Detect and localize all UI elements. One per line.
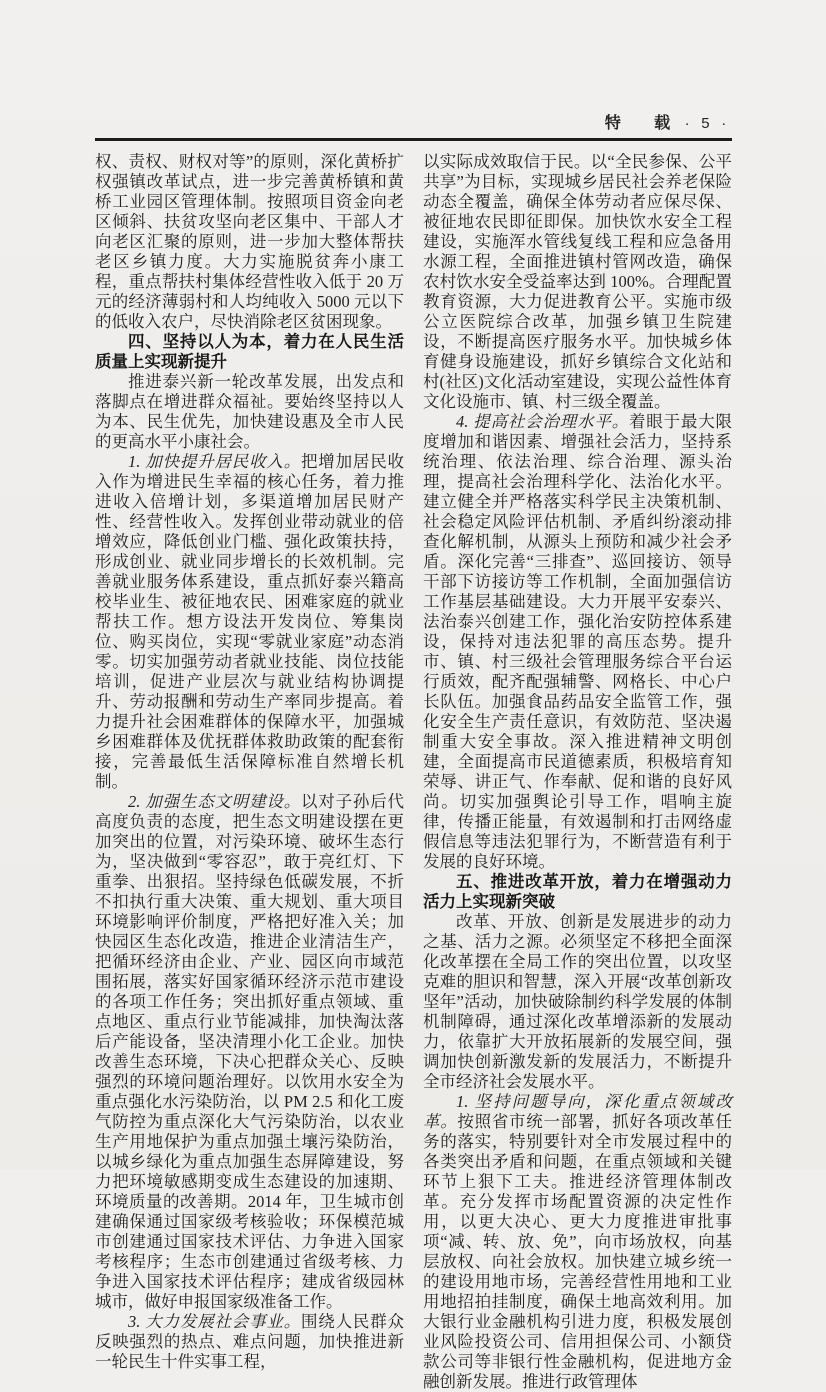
- body-paragraph: [423, 1092, 732, 1392]
- numbered-item-lead: 2. 加强生态文明建设。: [128, 792, 301, 811]
- text-run: 按照省市统一部署，抓好各项改革任务的落实，特别要针对全市发展过程中的各类突出矛盾和问题，在重点领域和关键环节上狠下工夫。推进经济管理体制改革。充分发挥市场配置资源的决定性作用，以更大决心、更大力度推进审批事项“减、转、放、免”，向市场放权，向基层放权、向社会放权。加快建立城乡统一的建设用地市场，完善经营性用地和工业用地招拍挂制度，确保土地高效利用。加大银行业金融机构引进力度，积极发展创业风险投资公司、信用担保公司、小额贷款公司等非银行性金融机构，促进地方金融创新发展。推进行政管理体: [423, 1112, 733, 1391]
- numbered-item-lead: 3. 大力发展社会事业。: [128, 1312, 301, 1331]
- body-paragraph: [95, 152, 404, 332]
- text-run: 把增加居民收入作为增进民生幸福的核心任务，着力推进收入倍增计划，多渠道增加居民财产性、经营性收入。发挥创业带动就业的倍增效应，降低创业门槛、强化政策扶持，形成创业、就业同步增长的长效机制。完善就业服务体系建设，重点抓好泰兴籍高校毕业生、被征地农民、困难家庭的就业帮扶工作。想方设法开发岗位、筹集岗位、购买岗位，实现“零就业家庭”动态消零。切实加强劳动者就业技能、岗位技能培训，促进产业层次与就业结构协调提升、劳动报酬和劳动生产率同步提高。着力提升社会困难群体的保障水平，加强城乡困难群体及优抚群体救助政策的配套衔接，完善最低生活保障标准自然增长机制。: [95, 452, 405, 791]
- header-divider-rule: [95, 138, 732, 141]
- text-run: 围绕人民群众反映强烈的热点、难点问题，加快推进新一轮民生十件实事工程，: [95, 1312, 405, 1371]
- section-heading: [423, 872, 732, 912]
- page-header: [95, 110, 732, 133]
- column-title: 特 载: [604, 115, 685, 132]
- column-right: [423, 152, 732, 1392]
- text-run: 着眼于最大限度增加和谐因素、增强社会活力，坚持系统治理、依法治理、综合治理、源头治理，提高社会治理科学化、法治化水平。建立健全并严格落实科学民主决策机制、社会稳定风险评估机制、矛盾纠纷滚动排查化解机制，从源头上预防和减少社会矛盾。深化完善“三排查”、巡回接访、领导干部下访接访等工作机制，全面加强信访工作基层基础建设。大力开展平安泰兴、法治泰兴创建工作，强化治安防控体系建设，保持对违法犯罪的高压态势。提升市、镇、村三级社会管理服务综合平台运行质效，配齐配强辅警、网格长、中心户长队伍。加强食品药品安全监管工作，强化安全生产责任意识，有效防范、坚决遏制重大安全事故。深入推进精神文明创建，全面提高市民道德素质，积极培育知荣辱、讲正气、作奉献、促和谐的良好风尚。切实加强舆论引导工作，唱响主旋律，传播正能量，有效遏制和打击网络虚假信息等违法犯罪行为，不断营造有利于发展的良好环境。: [423, 412, 733, 871]
- body-paragraph: [95, 1312, 404, 1372]
- text-run: 以实际成效取信于民。以“全民参保、公平共享”为目标，实现城乡居民社会养老保险动态全覆盖，确保全体劳动者应保尽保、被征地农民即征即保。加快饮水安全工程建设，实施浑水管线复线工程和应急备用水源工程，全面推进镇村管网改造，确保农村饮水安全受益率达到 100%。合理配置教育资源，大力促进教育公平。实施市级公立医院综合改革，加强乡镇卫生院建设，不断提高医疗服务水平。加快城乡体育健身设施建设，抓好乡镇综合文化站和村(社区)文化活动室建设，实现公益性体育文化设施市、镇、村三级全覆盖。: [423, 152, 732, 411]
- body-paragraph: [95, 452, 404, 792]
- text-run: 以对子孙后代高度负责的态度，把生态文明建设摆在更加突出的位置，对污染环境、破坏生态行为，坚决做到“零容忍”，敢于亮红灯、下重拳、出狠招。坚持绿色低碳发展，不折不扣执行重大决策、重大规划、重大项目环境影响评价制度，严格把好准入关；加快园区生态化改造，推进企业清洁生产，把循环经济由企业、产业、园区向市域范围拓展，落实好国家循环经济示范市建设的各项工作任务；突出抓好重点领域、重点地区、重点行业节能减排，加快淘汰落后产能设备，坚决清理小化工企业。加快改善生态环境，下决心把群众关心、反映强烈的环境问题治理好。以饮用水安全为重点强化水污染防治，以 PM 2.5 和化工废气防控为重点深化大气污染防治，以农业生产用地保护为重点加强土壤污染防治，以城乡绿化为重点加强生态屏障建设，努力把环境敏感期变成生态建设的加速期、环境质量的改善期。2014 年，卫生城市创建确保通过国家级考核验收；环保模范城市创建通过国家技术评估、力争进入国家考核程序；生态市创建通过省级考核、力争进入国家技术评估程序；建成省级园林城市，做好申报国家级准备工作。: [95, 792, 405, 1311]
- body-paragraph: [423, 912, 732, 1092]
- text-run: 推进泰兴新一轮改革发展，出发点和落脚点在增进群众福祉。要始终坚持以人为本、民生优先，加快建设惠及全市人民的更高水平小康社会。: [95, 372, 404, 451]
- body-paragraph: [423, 412, 732, 872]
- text-run: 权、责权、财权对等”的原则，深化黄桥扩权强镇改革试点，进一步完善黄桥镇和黄桥工业园区管理体制。按照项目资金向老区倾斜、扶贫攻坚向老区集中、干部人才向老区汇聚的原则，进一步加大整体帮扶老区乡镇力度。大力实施脱贫奔小康工程，重点帮扶村集体经营性收入低于 20 万元的经济薄弱村和人均纯收入 5000 元以下的低收入农户，尽快消除老区贫困现象。: [95, 152, 404, 331]
- body-paragraph: [95, 792, 404, 1312]
- page-number: · 5 ·: [684, 115, 730, 132]
- body-paragraph: [95, 372, 404, 452]
- text-run: 改革、开放、创新是发展进步的动力之基、活力之源。必须坚定不移把全面深化改革摆在全局工作的突出位置，以攻坚克难的胆识和智慧，深入开展“改革创新攻坚年”活动，加快破除制约科学发展的体制机制障碍，通过深化改革增添新的发展动力，依靠扩大开放拓展新的发展空间，强调加快创新激发新的发展活力，不断提升全市经济社会发展水平。: [423, 912, 732, 1091]
- numbered-item-lead: 1. 坚持问题导向，深化重点领域改革。: [423, 1092, 732, 1131]
- column-left: [95, 152, 404, 1392]
- text-run: 四、坚持以人为本，着力在人民生活质量上实现新提升: [95, 333, 404, 371]
- numbered-item-lead: 4. 提高社会治理水平。: [456, 412, 629, 431]
- section-heading: [95, 332, 404, 372]
- numbered-item-lead: 1. 加快提升居民收入。: [128, 452, 301, 471]
- two-column-text-area: [95, 152, 732, 1392]
- page-content: [95, 110, 732, 1392]
- body-paragraph: [423, 152, 732, 412]
- text-run: 五、推进改革开放，着力在增强动力活力上实现新突破: [423, 873, 732, 911]
